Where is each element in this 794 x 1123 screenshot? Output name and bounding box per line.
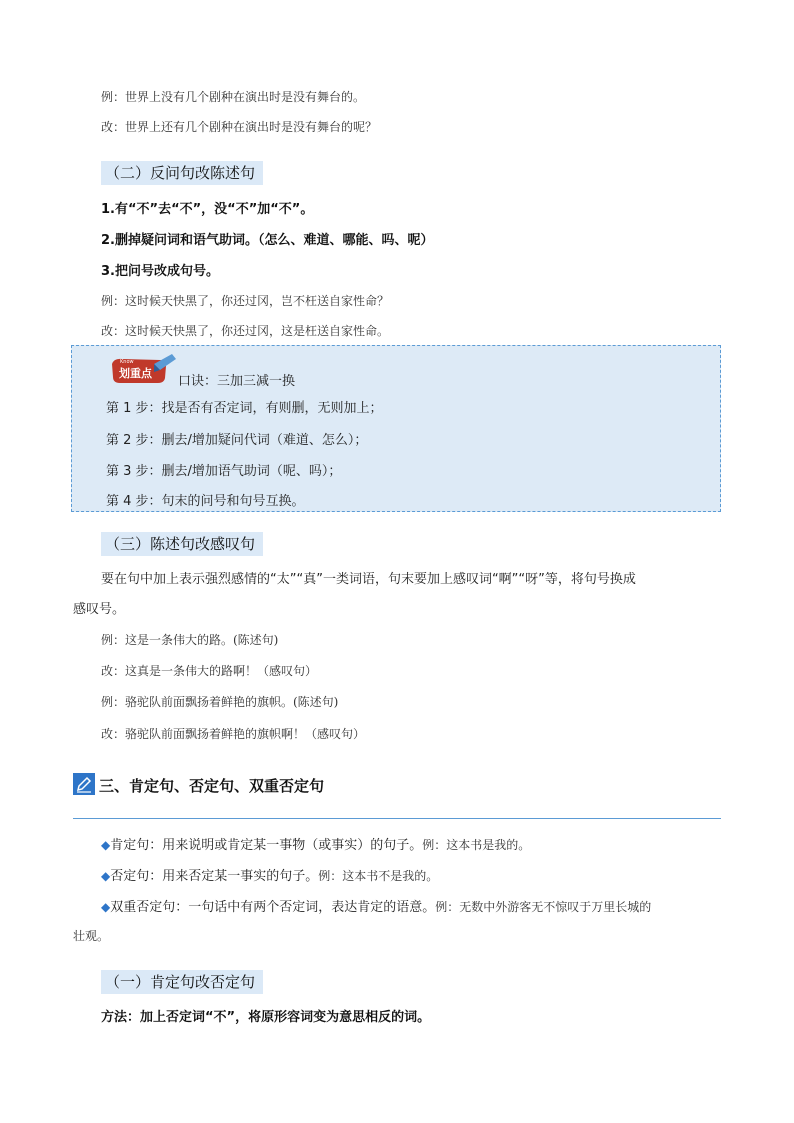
definition-text: ：用来否定某一事实的句子。 [149,869,319,884]
section-title-rhetorical-to-declarative: （二）反问句改陈述句 [101,161,263,185]
step-1: 第 1 步：找是否有否定词，有则删，无则加上； [106,401,383,416]
definition-example-continued: 壮观。 [73,929,110,943]
highlighter-icon [110,354,178,386]
definition-double-negative [101,896,651,915]
key-point-box [71,345,721,512]
revised-sentence: 改：这真是一条伟大的路啊！（感叹句） [101,664,318,678]
definition-negative [101,865,438,884]
badge-small-text: Know [120,359,134,365]
definition-example: 例：这本书不是我的。 [318,869,439,883]
definition-text: ：用来说明或肯定某一事物（或事实）的句子。 [149,838,423,853]
example-sentence: 例：骆驼队前面飘扬着鲜艳的旗帜。(陈述句) [101,695,339,709]
paragraph-line: 要在句中加上表示强烈感情的“太”“真”一类词语，句末要加上感叹词“啊”“呀”等，将句号换成 [101,572,636,587]
section-title-affirmative-to-negative: （一）肯定句改否定句 [101,970,263,994]
step-2: 第 2 步：删去/增加疑问代词（难道、怎么）； [106,433,368,448]
diamond-bullet-icon: ◆ [101,900,111,914]
revised-sentence: 改：骆驼队前面飘扬着鲜艳的旗帜啊！（感叹句） [101,727,366,741]
revised-sentence: 改：这时候天快黑了，你还过冈，这是枉送自家性命。 [101,324,390,338]
pencil-icon [73,773,95,795]
section-title-declarative-to-exclamatory: （三）陈述句改感叹句 [101,532,263,556]
example-sentence: 例：这是一条伟大的路。(陈述句) [101,633,279,647]
example-sentence: 例：这时候天快黑了，你还过冈，岂不枉送自家性命？ [101,294,390,308]
rule-3: 3.把问号改成句号。 [101,264,219,279]
definition-example: 例：无数中外游客无不惊叹于万里长城的 [435,900,652,914]
diamond-bullet-icon: ◆ [101,869,111,883]
badge-text: 划重点 [119,367,152,380]
definition-affirmative [101,834,530,853]
term-label: 否定句 [110,869,150,884]
revised-sentence: 改：世界上还有几个剧种在演出时是没有舞台的呢？ [101,120,378,134]
step-4: 第 4 步：句末的问号和句号互换。 [106,494,305,509]
paragraph-line: 感叹号。 [73,602,126,617]
key-point-badge [110,354,178,386]
rule-2: 2.删掉疑问词和语气助词。（怎么、难道、哪能、吗、呢） [101,233,434,248]
divider [73,818,721,819]
step-3: 第 3 步：删去/增加语气助词（呢、吗）； [106,464,342,479]
rule-1: 1.有“不”去“不”，没“不”加“不”。 [101,202,314,217]
term-label: 肯定句 [110,838,150,853]
method-text: 方法：加上否定词“不”，将原形容词变为意思相反的词。 [101,1010,431,1025]
diamond-bullet-icon: ◆ [101,838,111,852]
term-label: 双重否定句 [110,900,176,915]
chapter-title: 三、肯定句、否定句、双重否定句 [99,777,325,795]
tip-title: 口诀：三加三减一换 [178,374,296,389]
definition-text: ：一句话中有两个否定词，表达肯定的语意。 [175,900,436,915]
example-sentence: 例：世界上没有几个剧种在演出时是没有舞台的。 [101,90,366,104]
definition-example: 例：这本书是我的。 [422,838,531,852]
